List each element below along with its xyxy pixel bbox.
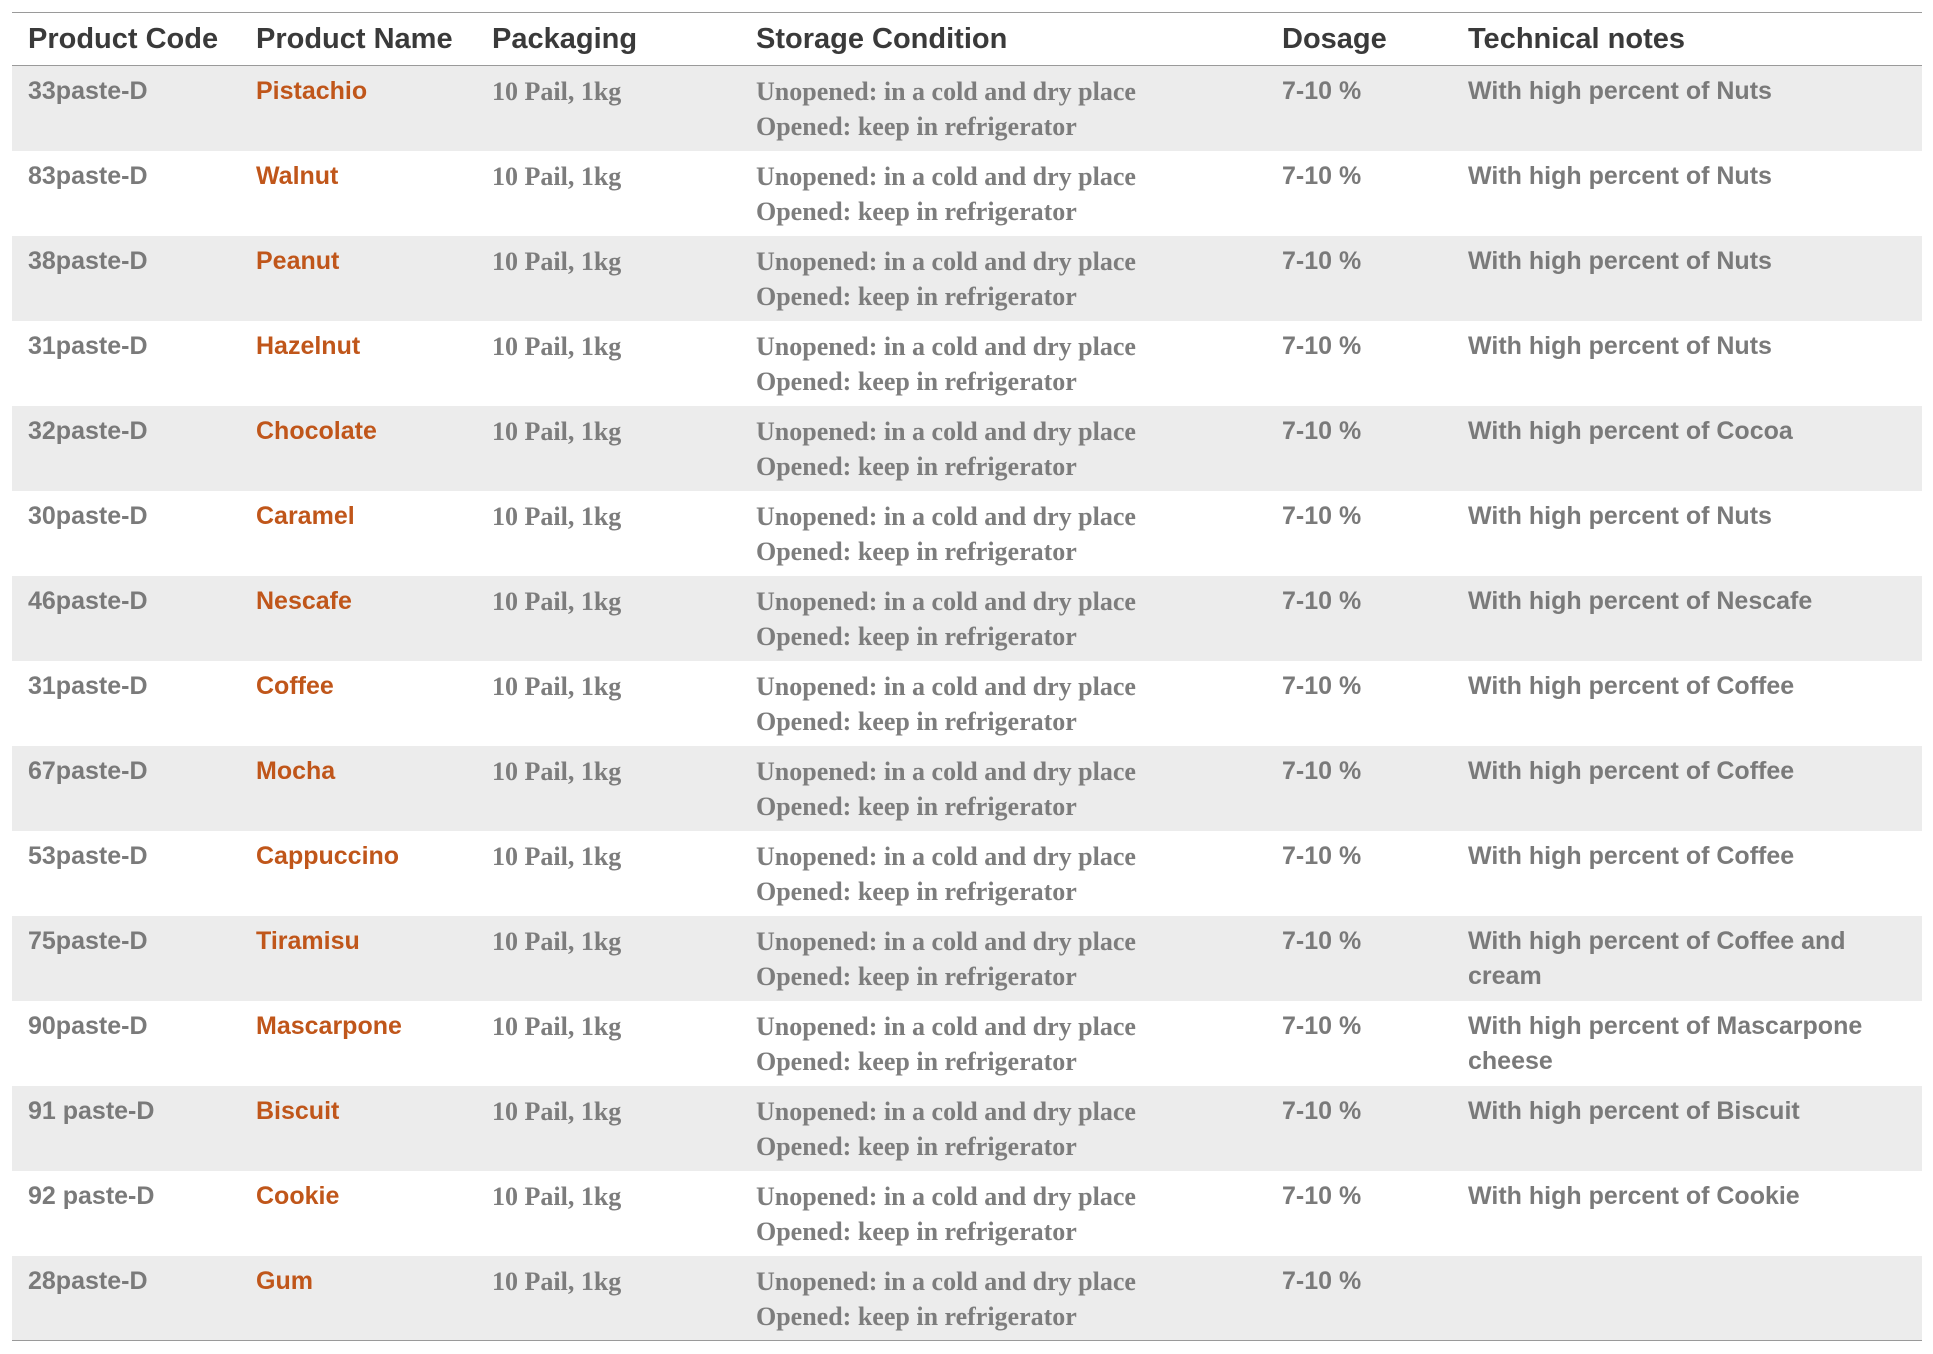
cell-product-name: Mascarpone (256, 1011, 402, 1040)
table-row (12, 406, 1922, 491)
storage-opened-text: Opened: keep in refrigerator (756, 196, 1077, 226)
cell-technical-notes: With high percent of Coffee (1468, 841, 1795, 870)
cell-packaging: 10 Pail, 1kg (492, 161, 622, 191)
cell-storage-condition (740, 916, 1266, 1001)
cell-product-name: Cappuccino (256, 841, 400, 870)
cell-product-code: 75paste-D (28, 926, 148, 955)
cell-storage-condition (740, 151, 1266, 236)
cell-technical-notes: With high percent of Coffee (1468, 671, 1795, 700)
cell-storage-condition (740, 491, 1266, 576)
table-row (12, 491, 1922, 576)
cell-product-name: Biscuit (256, 1096, 340, 1125)
cell-dosage: 7-10 % (1282, 926, 1362, 955)
cell-packaging: 10 Pail, 1kg (492, 246, 622, 276)
cell-product-name: Peanut (256, 246, 340, 275)
storage-unopened-text: Unopened: in a cold and dry place (756, 246, 1136, 276)
cell-technical-notes: With high percent of Nuts (1468, 77, 1772, 105)
storage-unopened-text: Unopened: in a cold and dry place (756, 77, 1136, 106)
cell-technical-notes (1452, 1256, 1922, 1341)
storage-opened-text: Opened: keep in refrigerator (756, 1216, 1077, 1246)
cell-product-code: 33paste-D (28, 77, 148, 105)
storage-unopened-text: Unopened: in a cold and dry place (756, 416, 1136, 446)
cell-product-name: Mocha (256, 756, 336, 785)
storage-unopened-text: Unopened: in a cold and dry place (756, 501, 1136, 531)
cell-product-code: 83paste-D (28, 161, 148, 190)
header-dosage: Dosage (1282, 22, 1387, 55)
cell-product-code: 90paste-D (28, 1011, 148, 1040)
table-row (12, 1001, 1922, 1086)
storage-opened-text: Opened: keep in refrigerator (756, 1301, 1077, 1331)
storage-opened-text: Opened: keep in refrigerator (756, 112, 1077, 141)
cell-dosage: 7-10 % (1282, 671, 1362, 700)
cell-dosage: 7-10 % (1282, 1181, 1362, 1210)
header-product-name: Product Name (256, 22, 453, 55)
cell-storage-condition (740, 406, 1266, 491)
table-row (12, 831, 1922, 916)
product-table-container (12, 12, 1922, 1341)
header-technical-notes: Technical notes (1468, 22, 1686, 55)
cell-packaging: 10 Pail, 1kg (492, 586, 622, 616)
cell-product-code: 46paste-D (28, 586, 148, 615)
cell-product-code: 91 paste-D (28, 1096, 155, 1125)
cell-storage-condition (740, 1001, 1266, 1086)
storage-unopened-text: Unopened: in a cold and dry place (756, 586, 1136, 616)
cell-technical-notes: With high percent of Coffee (1468, 756, 1795, 785)
cell-packaging: 10 Pail, 1kg (492, 416, 622, 446)
cell-storage-condition (740, 66, 1266, 151)
header-row (12, 13, 1922, 66)
cell-product-code: 28paste-D (28, 1266, 148, 1295)
header-storage-condition: Storage Condition (756, 22, 1008, 55)
cell-packaging: 10 Pail, 1kg (492, 1096, 622, 1126)
storage-unopened-text: Unopened: in a cold and dry place (756, 671, 1136, 701)
table-row (12, 321, 1922, 406)
storage-opened-text: Opened: keep in refrigerator (756, 876, 1077, 906)
cell-storage-condition (740, 1171, 1266, 1256)
cell-dosage: 7-10 % (1282, 1011, 1362, 1040)
table-row (12, 746, 1922, 831)
cell-product-name: Tiramisu (256, 926, 360, 955)
cell-product-code: 31paste-D (28, 671, 148, 700)
cell-storage-condition (740, 236, 1266, 321)
table-row (12, 1171, 1922, 1256)
storage-unopened-text: Unopened: in a cold and dry place (756, 756, 1136, 786)
table-row (12, 1256, 1922, 1341)
storage-unopened-text: Unopened: in a cold and dry place (756, 926, 1136, 956)
storage-unopened-text: Unopened: in a cold and dry place (756, 1011, 1136, 1041)
cell-product-name: Gum (256, 1266, 313, 1295)
cell-product-code: 67paste-D (28, 756, 148, 785)
cell-product-name: Hazelnut (256, 331, 361, 360)
cell-dosage: 7-10 % (1282, 1096, 1362, 1125)
cell-dosage: 7-10 % (1282, 841, 1362, 870)
storage-opened-text: Opened: keep in refrigerator (756, 961, 1077, 991)
cell-dosage: 7-10 % (1282, 246, 1362, 275)
cell-dosage: 7-10 % (1282, 586, 1362, 615)
storage-unopened-text: Unopened: in a cold and dry place (756, 1096, 1136, 1126)
table-row (12, 916, 1922, 1001)
table-row (12, 661, 1922, 746)
cell-storage-condition (740, 576, 1266, 661)
cell-packaging: 10 Pail, 1kg (492, 501, 622, 531)
cell-dosage: 7-10 % (1282, 331, 1362, 360)
cell-technical-notes: With high percent of Mascarpone cheese (1468, 1011, 1863, 1075)
storage-unopened-text: Unopened: in a cold and dry place (756, 331, 1136, 361)
storage-opened-text: Opened: keep in refrigerator (756, 1131, 1077, 1161)
storage-unopened-text: Unopened: in a cold and dry place (756, 1181, 1136, 1211)
cell-dosage: 7-10 % (1282, 501, 1362, 530)
cell-packaging: 10 Pail, 1kg (492, 926, 622, 956)
cell-technical-notes: With high percent of Nuts (1468, 161, 1772, 190)
storage-unopened-text: Unopened: in a cold and dry place (756, 1266, 1136, 1296)
storage-opened-text: Opened: keep in refrigerator (756, 366, 1077, 396)
cell-product-code: 92 paste-D (28, 1181, 155, 1210)
cell-technical-notes: With high percent of Nuts (1468, 501, 1772, 530)
cell-product-code: 32paste-D (28, 416, 148, 445)
table-row (12, 576, 1922, 661)
cell-packaging: 10 Pail, 1kg (492, 1011, 622, 1041)
cell-storage-condition (740, 746, 1266, 831)
cell-technical-notes: With high percent of Cocoa (1468, 416, 1793, 445)
storage-opened-text: Opened: keep in refrigerator (756, 791, 1077, 821)
storage-opened-text: Opened: keep in refrigerator (756, 536, 1077, 566)
cell-packaging: 10 Pail, 1kg (492, 756, 622, 786)
cell-dosage: 7-10 % (1282, 416, 1362, 445)
cell-packaging: 10 Pail, 1kg (492, 1181, 622, 1211)
cell-dosage: 7-10 % (1282, 77, 1362, 105)
table-body (12, 66, 1922, 1341)
cell-technical-notes: With high percent of Nuts (1468, 246, 1772, 275)
cell-technical-notes: With high percent of Cookie (1468, 1181, 1800, 1210)
cell-product-name: Cookie (256, 1181, 340, 1210)
cell-storage-condition (740, 321, 1266, 406)
table-header (12, 13, 1922, 66)
cell-product-name: Caramel (256, 501, 355, 530)
cell-dosage: 7-10 % (1282, 1266, 1362, 1295)
storage-opened-text: Opened: keep in refrigerator (756, 706, 1077, 736)
cell-product-name: Pistachio (256, 77, 368, 105)
cell-storage-condition (740, 1256, 1266, 1341)
cell-dosage: 7-10 % (1282, 161, 1362, 190)
cell-product-name: Chocolate (256, 416, 377, 445)
storage-opened-text: Opened: keep in refrigerator (756, 451, 1077, 481)
cell-product-name: Walnut (256, 161, 339, 190)
cell-technical-notes: With high percent of Nescafe (1468, 586, 1813, 615)
cell-packaging: 10 Pail, 1kg (492, 1266, 622, 1296)
cell-storage-condition (740, 831, 1266, 916)
cell-packaging: 10 Pail, 1kg (492, 331, 622, 361)
storage-opened-text: Opened: keep in refrigerator (756, 1046, 1077, 1076)
cell-packaging: 10 Pail, 1kg (492, 841, 622, 871)
cell-product-code: 38paste-D (28, 246, 148, 275)
cell-product-code: 31paste-D (28, 331, 148, 360)
cell-product-name: Nescafe (256, 586, 352, 615)
storage-opened-text: Opened: keep in refrigerator (756, 281, 1077, 311)
cell-storage-condition (740, 661, 1266, 746)
table-row (12, 236, 1922, 321)
table-row (12, 1086, 1922, 1171)
header-packaging: Packaging (492, 22, 638, 55)
cell-storage-condition (740, 1086, 1266, 1171)
storage-unopened-text: Unopened: in a cold and dry place (756, 841, 1136, 871)
cell-product-name: Coffee (256, 671, 334, 700)
product-table (12, 12, 1922, 1341)
storage-opened-text: Opened: keep in refrigerator (756, 621, 1077, 651)
cell-dosage: 7-10 % (1282, 756, 1362, 785)
cell-technical-notes: With high percent of Coffee and cream (1468, 926, 1846, 990)
cell-product-code: 30paste-D (28, 501, 148, 530)
cell-product-code: 53paste-D (28, 841, 148, 870)
cell-packaging: 10 Pail, 1kg (492, 671, 622, 701)
table-row (12, 66, 1922, 151)
cell-technical-notes: With high percent of Biscuit (1468, 1096, 1800, 1125)
cell-packaging: 10 Pail, 1kg (492, 77, 622, 106)
header-product-code: Product Code (28, 22, 219, 55)
table-row (12, 151, 1922, 236)
cell-technical-notes: With high percent of Nuts (1468, 331, 1772, 360)
storage-unopened-text: Unopened: in a cold and dry place (756, 161, 1136, 191)
